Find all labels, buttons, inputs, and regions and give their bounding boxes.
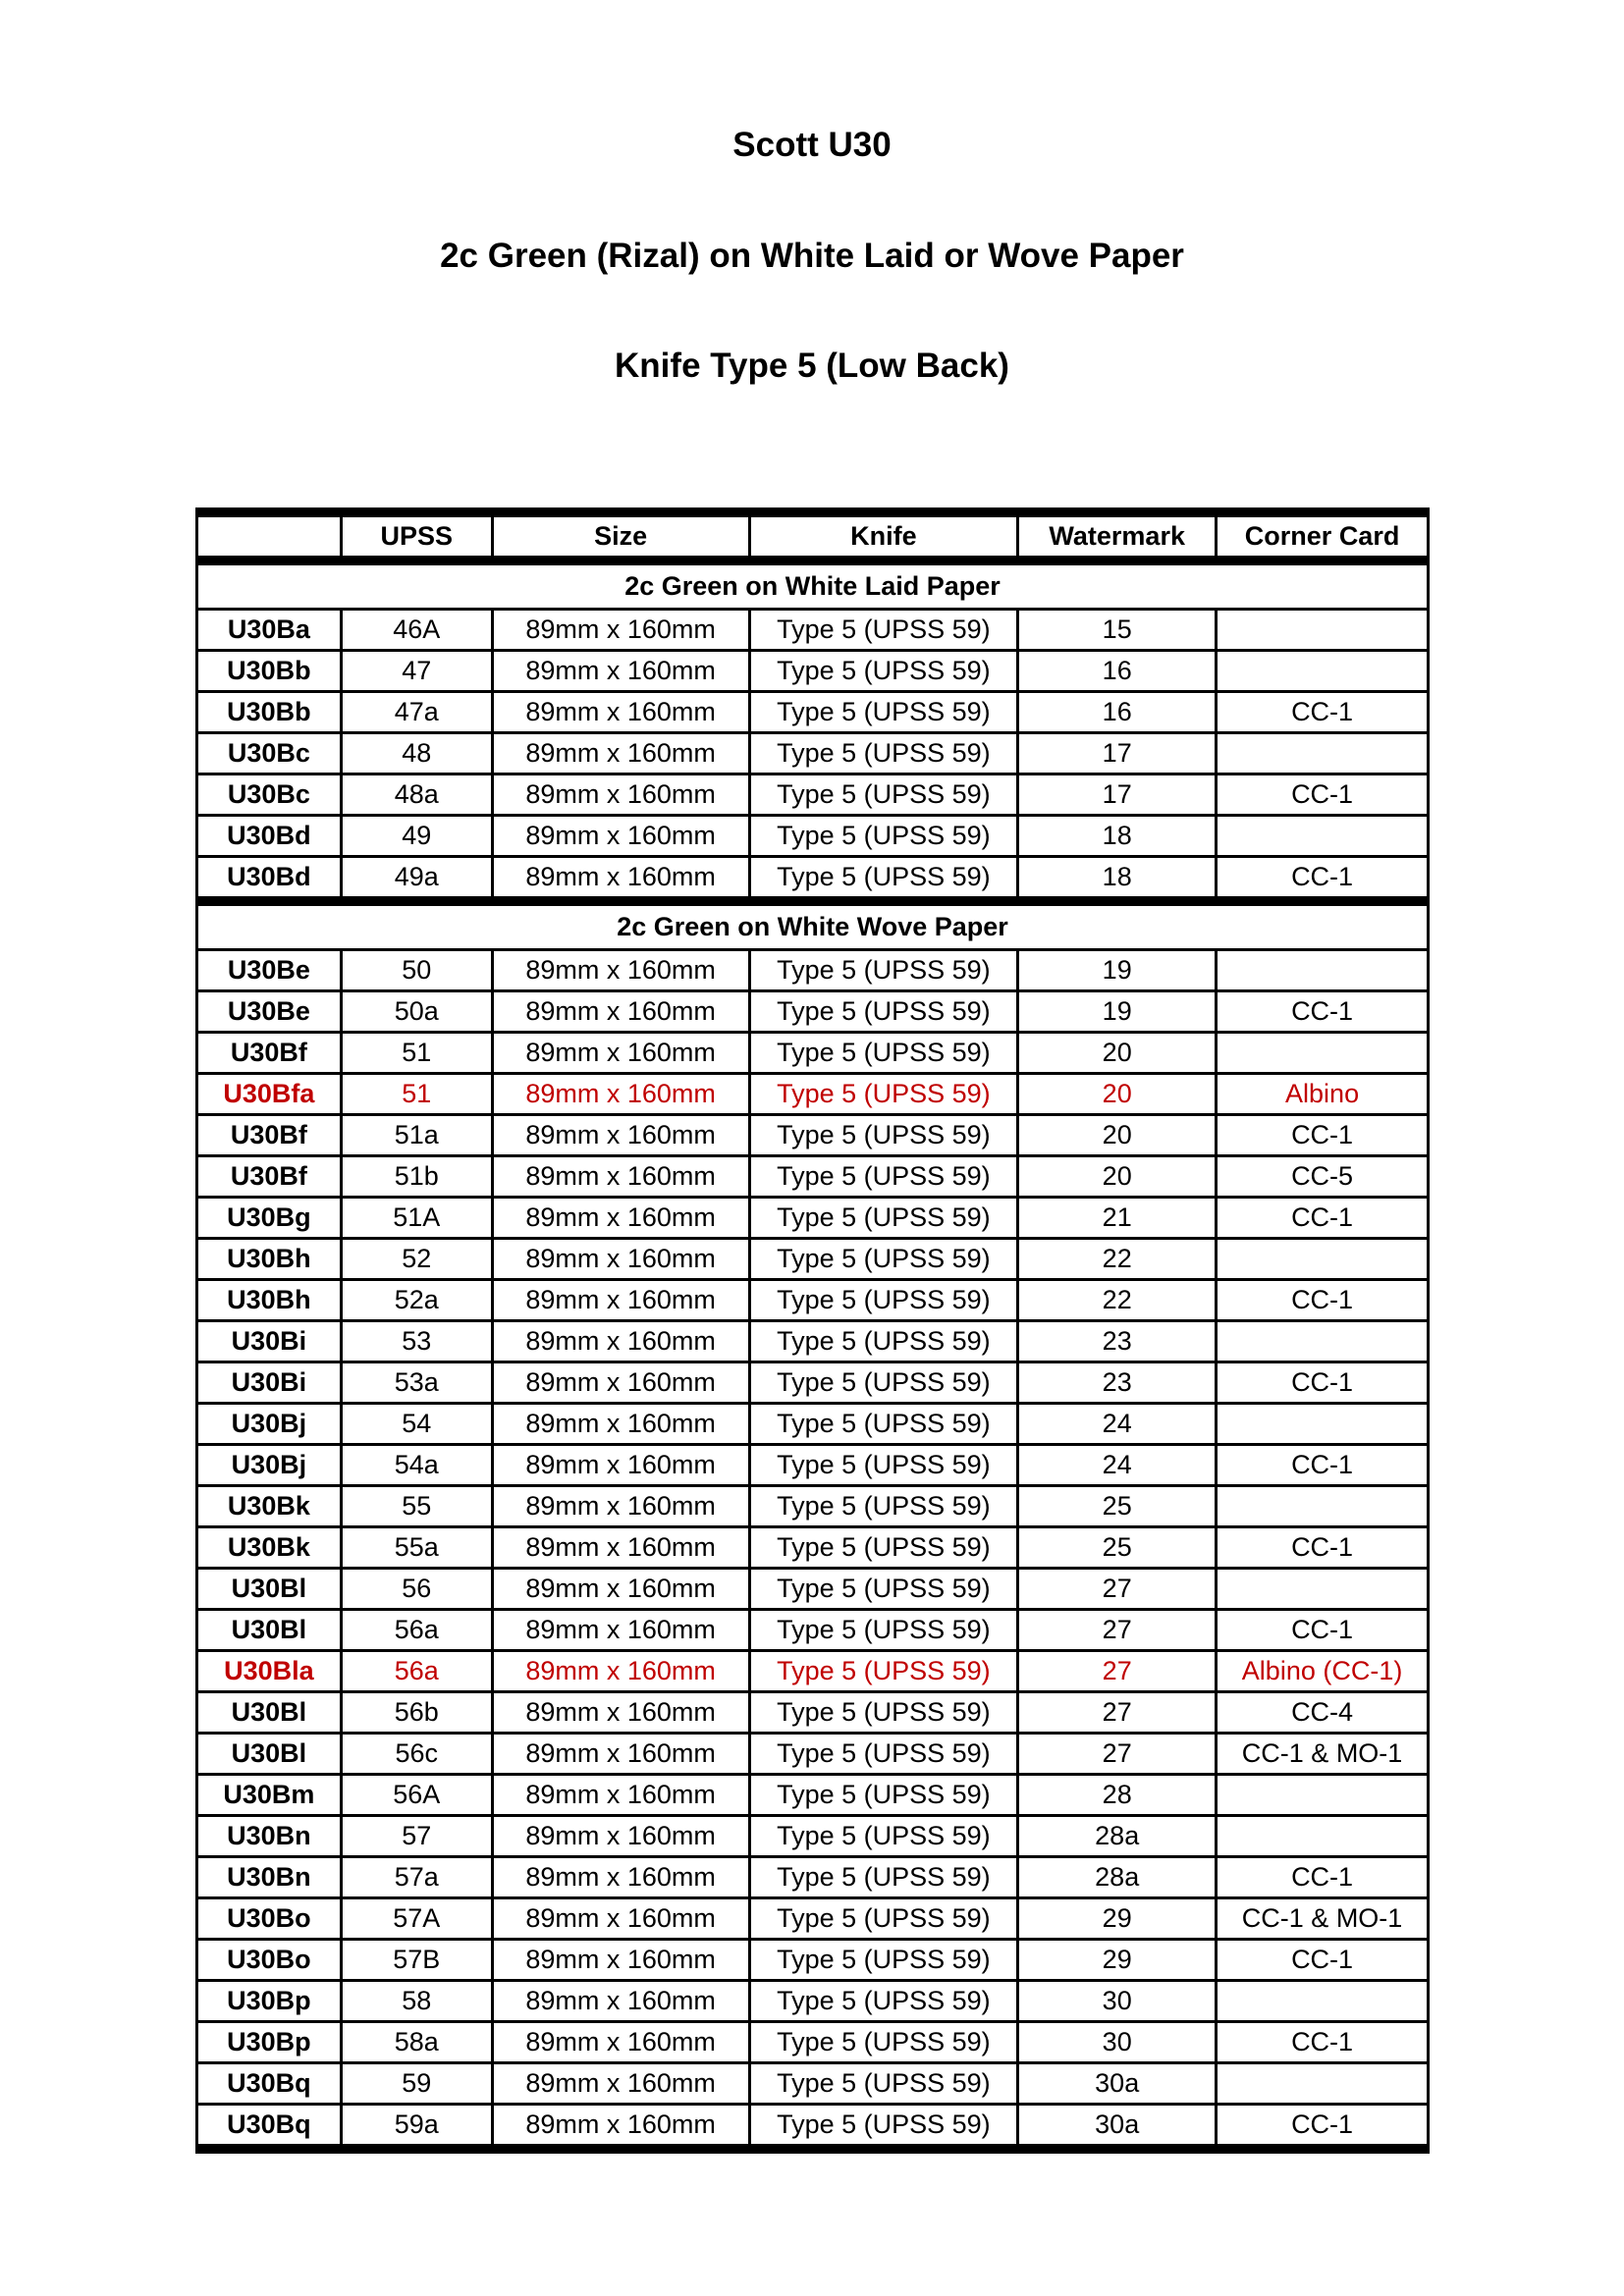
watermark-cell: 28a bbox=[1018, 1816, 1217, 1857]
corner-card-cell: CC-5 bbox=[1217, 1156, 1429, 1198]
catalog-cell: U30Bi bbox=[197, 1321, 342, 1362]
watermark-cell: 27 bbox=[1018, 1569, 1217, 1610]
column-header-knife: Knife bbox=[749, 512, 1018, 561]
table-row bbox=[197, 1610, 1429, 1651]
table-row bbox=[197, 1857, 1429, 1898]
knife-cell: Type 5 (UPSS 59) bbox=[749, 1198, 1018, 1239]
catalog-cell: U30Bk bbox=[197, 1486, 342, 1527]
upss-cell: 49a bbox=[341, 857, 492, 902]
catalog-cell: U30Bq bbox=[197, 2105, 342, 2150]
corner-card-cell bbox=[1217, 610, 1429, 651]
size-cell: 89mm x 160mm bbox=[492, 1115, 749, 1156]
size-cell: 89mm x 160mm bbox=[492, 1692, 749, 1734]
knife-cell: Type 5 (UPSS 59) bbox=[749, 651, 1018, 692]
knife-cell: Type 5 (UPSS 59) bbox=[749, 1651, 1018, 1692]
size-cell: 89mm x 160mm bbox=[492, 2063, 749, 2105]
size-cell: 89mm x 160mm bbox=[492, 816, 749, 857]
knife-cell: Type 5 (UPSS 59) bbox=[749, 1486, 1018, 1527]
catalog-cell: U30Bm bbox=[197, 1775, 342, 1816]
upss-cell: 55a bbox=[341, 1527, 492, 1569]
knife-cell: Type 5 (UPSS 59) bbox=[749, 1156, 1018, 1198]
size-cell: 89mm x 160mm bbox=[492, 1074, 749, 1115]
knife-cell: Type 5 (UPSS 59) bbox=[749, 1115, 1018, 1156]
table-row bbox=[197, 1775, 1429, 1816]
watermark-cell: 29 bbox=[1018, 1898, 1217, 1940]
knife-cell: Type 5 (UPSS 59) bbox=[749, 1816, 1018, 1857]
column-header-upss: UPSS bbox=[341, 512, 492, 561]
catalog-cell: U30Bc bbox=[197, 774, 342, 816]
knife-cell: Type 5 (UPSS 59) bbox=[749, 1074, 1018, 1115]
knife-cell: Type 5 (UPSS 59) bbox=[749, 1321, 1018, 1362]
watermark-cell: 17 bbox=[1018, 774, 1217, 816]
table-row bbox=[197, 1486, 1429, 1527]
column-header-corner-card: Corner Card bbox=[1217, 512, 1429, 561]
watermark-cell: 16 bbox=[1018, 692, 1217, 733]
upss-cell: 57 bbox=[341, 1816, 492, 1857]
catalog-cell: U30Bf bbox=[197, 1156, 342, 1198]
knife-cell: Type 5 (UPSS 59) bbox=[749, 1692, 1018, 1734]
watermark-cell: 27 bbox=[1018, 1610, 1217, 1651]
table-row bbox=[197, 1692, 1429, 1734]
upss-cell: 47 bbox=[341, 651, 492, 692]
upss-cell: 46A bbox=[341, 610, 492, 651]
table-row bbox=[197, 2105, 1429, 2150]
corner-card-cell bbox=[1217, 1033, 1429, 1074]
table-row bbox=[197, 1527, 1429, 1569]
corner-card-cell bbox=[1217, 1321, 1429, 1362]
upss-cell: 56c bbox=[341, 1734, 492, 1775]
table-header-row bbox=[197, 512, 1429, 561]
table-row bbox=[197, 1156, 1429, 1198]
catalog-cell: U30Bn bbox=[197, 1857, 342, 1898]
upss-cell: 56 bbox=[341, 1569, 492, 1610]
table-row bbox=[197, 1198, 1429, 1239]
watermark-cell: 30a bbox=[1018, 2063, 1217, 2105]
table-row bbox=[197, 1445, 1429, 1486]
upss-cell: 57A bbox=[341, 1898, 492, 1940]
size-cell: 89mm x 160mm bbox=[492, 1445, 749, 1486]
catalog-cell: U30Bo bbox=[197, 1940, 342, 1981]
corner-card-cell bbox=[1217, 1816, 1429, 1857]
table-row bbox=[197, 816, 1429, 857]
upss-cell: 56b bbox=[341, 1692, 492, 1734]
upss-cell: 57a bbox=[341, 1857, 492, 1898]
watermark-cell: 28a bbox=[1018, 1857, 1217, 1898]
catalog-cell: U30Bg bbox=[197, 1198, 342, 1239]
catalog-cell: U30Bl bbox=[197, 1569, 342, 1610]
upss-cell: 51A bbox=[341, 1198, 492, 1239]
upss-cell: 57B bbox=[341, 1940, 492, 1981]
watermark-cell: 27 bbox=[1018, 1692, 1217, 1734]
knife-cell: Type 5 (UPSS 59) bbox=[749, 1280, 1018, 1321]
table-row bbox=[197, 1033, 1429, 1074]
watermark-cell: 25 bbox=[1018, 1527, 1217, 1569]
table-row bbox=[197, 2063, 1429, 2105]
corner-card-cell bbox=[1217, 733, 1429, 774]
table-row bbox=[197, 1280, 1429, 1321]
watermark-cell: 19 bbox=[1018, 991, 1217, 1033]
table-row bbox=[197, 1816, 1429, 1857]
size-cell: 89mm x 160mm bbox=[492, 610, 749, 651]
catalog-cell: U30Bi bbox=[197, 1362, 342, 1404]
corner-card-cell: CC-1 bbox=[1217, 991, 1429, 1033]
column-header-catalog bbox=[197, 512, 342, 561]
upss-cell: 58 bbox=[341, 1981, 492, 2022]
table-row bbox=[197, 1321, 1429, 1362]
catalog-cell: U30Be bbox=[197, 991, 342, 1033]
corner-card-cell: CC-1 bbox=[1217, 1280, 1429, 1321]
size-cell: 89mm x 160mm bbox=[492, 1280, 749, 1321]
upss-cell: 52a bbox=[341, 1280, 492, 1321]
size-cell: 89mm x 160mm bbox=[492, 1816, 749, 1857]
corner-card-cell bbox=[1217, 1569, 1429, 1610]
size-cell: 89mm x 160mm bbox=[492, 1362, 749, 1404]
upss-cell: 55 bbox=[341, 1486, 492, 1527]
upss-cell: 51 bbox=[341, 1033, 492, 1074]
upss-cell: 47a bbox=[341, 692, 492, 733]
corner-card-cell: CC-1 bbox=[1217, 774, 1429, 816]
watermark-cell: 27 bbox=[1018, 1651, 1217, 1692]
knife-cell: Type 5 (UPSS 59) bbox=[749, 2105, 1018, 2150]
knife-cell: Type 5 (UPSS 59) bbox=[749, 1898, 1018, 1940]
table-row bbox=[197, 857, 1429, 902]
section-header: 2c Green on White Wove Paper bbox=[197, 901, 1429, 950]
size-cell: 89mm x 160mm bbox=[492, 1981, 749, 2022]
size-cell: 89mm x 160mm bbox=[492, 1775, 749, 1816]
knife-cell: Type 5 (UPSS 59) bbox=[749, 991, 1018, 1033]
size-cell: 89mm x 160mm bbox=[492, 1239, 749, 1280]
table-row bbox=[197, 733, 1429, 774]
upss-cell: 53 bbox=[341, 1321, 492, 1362]
section-header-row bbox=[197, 901, 1429, 950]
corner-card-cell bbox=[1217, 1239, 1429, 1280]
corner-card-cell: CC-1 bbox=[1217, 2022, 1429, 2063]
upss-cell: 54a bbox=[341, 1445, 492, 1486]
watermark-cell: 30 bbox=[1018, 1981, 1217, 2022]
catalog-cell: U30Bl bbox=[197, 1734, 342, 1775]
knife-cell: Type 5 (UPSS 59) bbox=[749, 816, 1018, 857]
column-header-size: Size bbox=[492, 512, 749, 561]
table-row bbox=[197, 1651, 1429, 1692]
catalog-cell: U30Ba bbox=[197, 610, 342, 651]
watermark-cell: 23 bbox=[1018, 1362, 1217, 1404]
column-header-watermark: Watermark bbox=[1018, 512, 1217, 561]
corner-card-cell: Albino bbox=[1217, 1074, 1429, 1115]
size-cell: 89mm x 160mm bbox=[492, 733, 749, 774]
upss-cell: 52 bbox=[341, 1239, 492, 1280]
knife-cell: Type 5 (UPSS 59) bbox=[749, 1033, 1018, 1074]
size-cell: 89mm x 160mm bbox=[492, 1198, 749, 1239]
upss-cell: 51 bbox=[341, 1074, 492, 1115]
catalog-cell: U30Bf bbox=[197, 1115, 342, 1156]
watermark-cell: 30a bbox=[1018, 2105, 1217, 2150]
catalog-cell: U30Be bbox=[197, 950, 342, 991]
size-cell: 89mm x 160mm bbox=[492, 1651, 749, 1692]
corner-card-cell: CC-1 & MO-1 bbox=[1217, 1898, 1429, 1940]
catalog-cell: U30Bb bbox=[197, 651, 342, 692]
table-row bbox=[197, 1734, 1429, 1775]
knife-cell: Type 5 (UPSS 59) bbox=[749, 1569, 1018, 1610]
watermark-cell: 16 bbox=[1018, 651, 1217, 692]
watermark-cell: 19 bbox=[1018, 950, 1217, 991]
watermark-cell: 29 bbox=[1018, 1940, 1217, 1981]
watermark-cell: 24 bbox=[1018, 1404, 1217, 1445]
corner-card-cell: CC-1 bbox=[1217, 1610, 1429, 1651]
corner-card-cell bbox=[1217, 2063, 1429, 2105]
watermark-cell: 20 bbox=[1018, 1115, 1217, 1156]
catalog-cell: U30Bd bbox=[197, 857, 342, 902]
upss-cell: 59 bbox=[341, 2063, 492, 2105]
table-row bbox=[197, 774, 1429, 816]
size-cell: 89mm x 160mm bbox=[492, 1734, 749, 1775]
watermark-cell: 22 bbox=[1018, 1280, 1217, 1321]
section-header: 2c Green on White Laid Paper bbox=[197, 561, 1429, 610]
size-cell: 89mm x 160mm bbox=[492, 1033, 749, 1074]
corner-card-cell bbox=[1217, 1981, 1429, 2022]
knife-cell: Type 5 (UPSS 59) bbox=[749, 1940, 1018, 1981]
upss-cell: 51b bbox=[341, 1156, 492, 1198]
table-row bbox=[197, 1940, 1429, 1981]
upss-cell: 48a bbox=[341, 774, 492, 816]
catalog-cell: U30Bq bbox=[197, 2063, 342, 2105]
watermark-cell: 20 bbox=[1018, 1156, 1217, 1198]
catalog-cell: U30Bh bbox=[197, 1239, 342, 1280]
knife-cell: Type 5 (UPSS 59) bbox=[749, 1527, 1018, 1569]
size-cell: 89mm x 160mm bbox=[492, 1898, 749, 1940]
catalog-cell: U30Bf bbox=[197, 1033, 342, 1074]
page-subtitle: 2c Green (Rizal) on White Laid or Wove Paper bbox=[440, 237, 1184, 275]
knife-cell: Type 5 (UPSS 59) bbox=[749, 1404, 1018, 1445]
corner-card-cell: CC-1 bbox=[1217, 857, 1429, 902]
size-cell: 89mm x 160mm bbox=[492, 2105, 749, 2150]
corner-card-cell: CC-1 bbox=[1217, 1115, 1429, 1156]
watermark-cell: 18 bbox=[1018, 816, 1217, 857]
upss-cell: 56a bbox=[341, 1651, 492, 1692]
size-cell: 89mm x 160mm bbox=[492, 857, 749, 902]
size-cell: 89mm x 160mm bbox=[492, 1321, 749, 1362]
table-row bbox=[197, 991, 1429, 1033]
upss-cell: 56a bbox=[341, 1610, 492, 1651]
watermark-cell: 20 bbox=[1018, 1074, 1217, 1115]
knife-cell: Type 5 (UPSS 59) bbox=[749, 1775, 1018, 1816]
corner-card-cell bbox=[1217, 651, 1429, 692]
catalog-cell: U30Bn bbox=[197, 1816, 342, 1857]
table-row bbox=[197, 950, 1429, 991]
page-title: Scott U30 bbox=[732, 126, 892, 164]
size-cell: 89mm x 160mm bbox=[492, 950, 749, 991]
catalog-cell: U30Bc bbox=[197, 733, 342, 774]
size-cell: 89mm x 160mm bbox=[492, 991, 749, 1033]
watermark-cell: 27 bbox=[1018, 1734, 1217, 1775]
catalog-cell: U30Bh bbox=[197, 1280, 342, 1321]
knife-cell: Type 5 (UPSS 59) bbox=[749, 950, 1018, 991]
table-row bbox=[197, 692, 1429, 733]
corner-card-cell: CC-1 bbox=[1217, 2105, 1429, 2150]
table-row bbox=[197, 610, 1429, 651]
catalog-cell: U30Bla bbox=[197, 1651, 342, 1692]
corner-card-cell: CC-1 bbox=[1217, 692, 1429, 733]
corner-card-cell: CC-1 bbox=[1217, 1527, 1429, 1569]
knife-cell: Type 5 (UPSS 59) bbox=[749, 1610, 1018, 1651]
watermark-cell: 21 bbox=[1018, 1198, 1217, 1239]
watermark-cell: 23 bbox=[1018, 1321, 1217, 1362]
watermark-cell: 22 bbox=[1018, 1239, 1217, 1280]
upss-cell: 50a bbox=[341, 991, 492, 1033]
upss-cell: 50 bbox=[341, 950, 492, 991]
table-row bbox=[197, 1115, 1429, 1156]
catalog-cell: U30Bp bbox=[197, 1981, 342, 2022]
knife-cell: Type 5 (UPSS 59) bbox=[749, 1734, 1018, 1775]
catalog-cell: U30Bd bbox=[197, 816, 342, 857]
size-cell: 89mm x 160mm bbox=[492, 1940, 749, 1981]
watermark-cell: 20 bbox=[1018, 1033, 1217, 1074]
corner-card-cell bbox=[1217, 816, 1429, 857]
corner-card-cell bbox=[1217, 1404, 1429, 1445]
corner-card-cell: CC-4 bbox=[1217, 1692, 1429, 1734]
size-cell: 89mm x 160mm bbox=[492, 1857, 749, 1898]
size-cell: 89mm x 160mm bbox=[492, 1569, 749, 1610]
catalog-cell: U30Bfa bbox=[197, 1074, 342, 1115]
watermark-cell: 15 bbox=[1018, 610, 1217, 651]
corner-card-cell: CC-1 bbox=[1217, 1445, 1429, 1486]
size-cell: 89mm x 160mm bbox=[492, 1404, 749, 1445]
catalog-cell: U30Bk bbox=[197, 1527, 342, 1569]
table-row bbox=[197, 1362, 1429, 1404]
upss-cell: 49 bbox=[341, 816, 492, 857]
watermark-cell: 17 bbox=[1018, 733, 1217, 774]
knife-cell: Type 5 (UPSS 59) bbox=[749, 733, 1018, 774]
knife-cell: Type 5 (UPSS 59) bbox=[749, 857, 1018, 902]
size-cell: 89mm x 160mm bbox=[492, 1486, 749, 1527]
corner-card-cell: CC-1 bbox=[1217, 1198, 1429, 1239]
table-row bbox=[197, 1981, 1429, 2022]
table-row bbox=[197, 1404, 1429, 1445]
table-row bbox=[197, 1074, 1429, 1115]
knife-cell: Type 5 (UPSS 59) bbox=[749, 610, 1018, 651]
size-cell: 89mm x 160mm bbox=[492, 1610, 749, 1651]
catalog-cell: U30Bo bbox=[197, 1898, 342, 1940]
watermark-cell: 30 bbox=[1018, 2022, 1217, 2063]
upss-cell: 51a bbox=[341, 1115, 492, 1156]
catalog-table bbox=[195, 507, 1430, 2154]
table-row bbox=[197, 1569, 1429, 1610]
size-cell: 89mm x 160mm bbox=[492, 2022, 749, 2063]
catalog-cell: U30Bp bbox=[197, 2022, 342, 2063]
corner-card-cell bbox=[1217, 1486, 1429, 1527]
watermark-cell: 28 bbox=[1018, 1775, 1217, 1816]
size-cell: 89mm x 160mm bbox=[492, 651, 749, 692]
page-subtitle-2: Knife Type 5 (Low Back) bbox=[615, 347, 1009, 385]
size-cell: 89mm x 160mm bbox=[492, 774, 749, 816]
table-row bbox=[197, 651, 1429, 692]
upss-cell: 54 bbox=[341, 1404, 492, 1445]
corner-card-cell: CC-1 bbox=[1217, 1940, 1429, 1981]
upss-cell: 58a bbox=[341, 2022, 492, 2063]
table-row bbox=[197, 1898, 1429, 1940]
knife-cell: Type 5 (UPSS 59) bbox=[749, 1239, 1018, 1280]
catalog-cell: U30Bl bbox=[197, 1692, 342, 1734]
catalog-cell: U30Bb bbox=[197, 692, 342, 733]
watermark-cell: 24 bbox=[1018, 1445, 1217, 1486]
table-row bbox=[197, 2022, 1429, 2063]
knife-cell: Type 5 (UPSS 59) bbox=[749, 1362, 1018, 1404]
watermark-cell: 25 bbox=[1018, 1486, 1217, 1527]
corner-card-cell bbox=[1217, 950, 1429, 991]
knife-cell: Type 5 (UPSS 59) bbox=[749, 692, 1018, 733]
corner-card-cell: CC-1 bbox=[1217, 1857, 1429, 1898]
corner-card-cell bbox=[1217, 1775, 1429, 1816]
upss-cell: 48 bbox=[341, 733, 492, 774]
section-header-row bbox=[197, 561, 1429, 610]
knife-cell: Type 5 (UPSS 59) bbox=[749, 2022, 1018, 2063]
watermark-cell: 18 bbox=[1018, 857, 1217, 902]
knife-cell: Type 5 (UPSS 59) bbox=[749, 774, 1018, 816]
upss-cell: 59a bbox=[341, 2105, 492, 2150]
catalog-cell: U30Bj bbox=[197, 1445, 342, 1486]
knife-cell: Type 5 (UPSS 59) bbox=[749, 1445, 1018, 1486]
size-cell: 89mm x 160mm bbox=[492, 1156, 749, 1198]
size-cell: 89mm x 160mm bbox=[492, 1527, 749, 1569]
knife-cell: Type 5 (UPSS 59) bbox=[749, 2063, 1018, 2105]
size-cell: 89mm x 160mm bbox=[492, 692, 749, 733]
catalog-cell: U30Bj bbox=[197, 1404, 342, 1445]
knife-cell: Type 5 (UPSS 59) bbox=[749, 1857, 1018, 1898]
corner-card-cell: CC-1 bbox=[1217, 1362, 1429, 1404]
catalog-cell: U30Bl bbox=[197, 1610, 342, 1651]
table-row bbox=[197, 1239, 1429, 1280]
upss-cell: 53a bbox=[341, 1362, 492, 1404]
corner-card-cell: Albino (CC-1) bbox=[1217, 1651, 1429, 1692]
corner-card-cell: CC-1 & MO-1 bbox=[1217, 1734, 1429, 1775]
knife-cell: Type 5 (UPSS 59) bbox=[749, 1981, 1018, 2022]
upss-cell: 56A bbox=[341, 1775, 492, 1816]
